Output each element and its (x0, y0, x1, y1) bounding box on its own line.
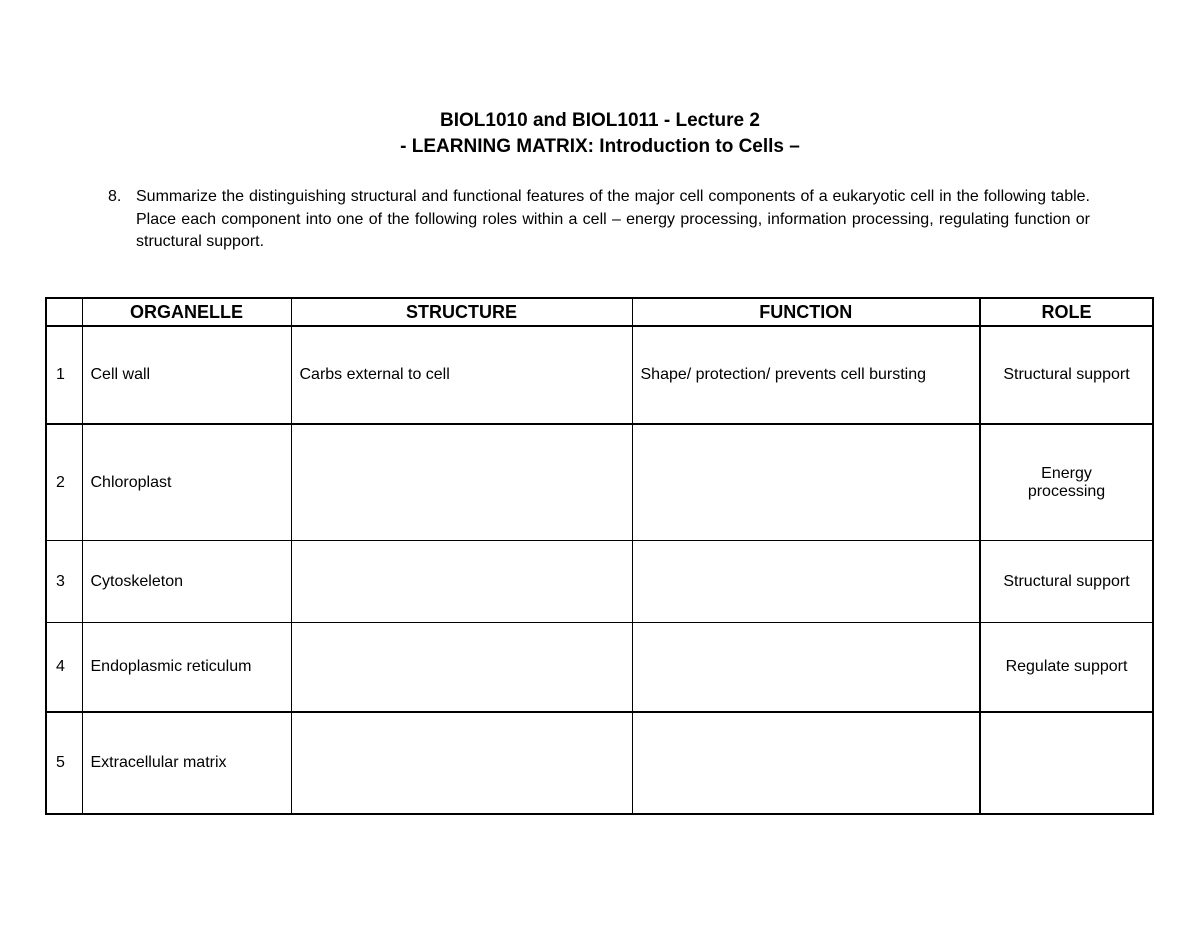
role-cell: Regulate support (980, 623, 1153, 713)
organelle-cell: Cytoskeleton (82, 541, 291, 623)
instruction-text: Summarize the distinguishing structural and functional features of the major cell components of a eukaryotic cell in the following table. Place each component into one of the following roles within a cell – energy processing, information processing, regulating function or structural support. (136, 188, 1090, 250)
instruction-paragraph (108, 186, 1090, 254)
table-row (46, 424, 1153, 541)
document-title: BIOL1010 and BIOL1011 - Lecture 2 (440, 110, 760, 131)
header-role: ROLE (980, 298, 1153, 326)
table-row (46, 541, 1153, 623)
role-cell: Energy processing (980, 424, 1153, 541)
organelle-cell: Extracellular matrix (82, 712, 291, 814)
structure-cell (291, 541, 632, 623)
row-index: 5 (46, 712, 82, 814)
header-organelle: ORGANELLE (82, 298, 291, 326)
table-row (46, 326, 1153, 424)
table-header-row (46, 298, 1153, 326)
function-cell: Shape/ protection/ prevents cell bursting (632, 326, 980, 424)
structure-cell (291, 623, 632, 713)
instruction-number: 8. (108, 188, 122, 205)
role-cell: Structural support (980, 541, 1153, 623)
header-function: FUNCTION (632, 298, 980, 326)
function-cell (632, 424, 980, 541)
row-index: 3 (46, 541, 82, 623)
row-index: 1 (46, 326, 82, 424)
organelle-cell: Chloroplast (82, 424, 291, 541)
role-cell (980, 712, 1153, 814)
structure-cell: Carbs external to cell (291, 326, 632, 424)
learning-matrix-table (45, 297, 1154, 815)
header-index (46, 298, 82, 326)
row-index: 2 (46, 424, 82, 541)
organelle-cell: Cell wall (82, 326, 291, 424)
table-row (46, 623, 1153, 713)
organelle-cell: Endoplasmic reticulum (82, 623, 291, 713)
function-cell (632, 623, 980, 713)
row-index: 4 (46, 623, 82, 713)
function-cell (632, 541, 980, 623)
document-subtitle: - LEARNING MATRIX: Introduction to Cells – (400, 136, 800, 157)
structure-cell (291, 424, 632, 541)
role-cell: Structural support (980, 326, 1153, 424)
table-row (46, 712, 1153, 814)
structure-cell (291, 712, 632, 814)
function-cell (632, 712, 980, 814)
header-structure: STRUCTURE (291, 298, 632, 326)
